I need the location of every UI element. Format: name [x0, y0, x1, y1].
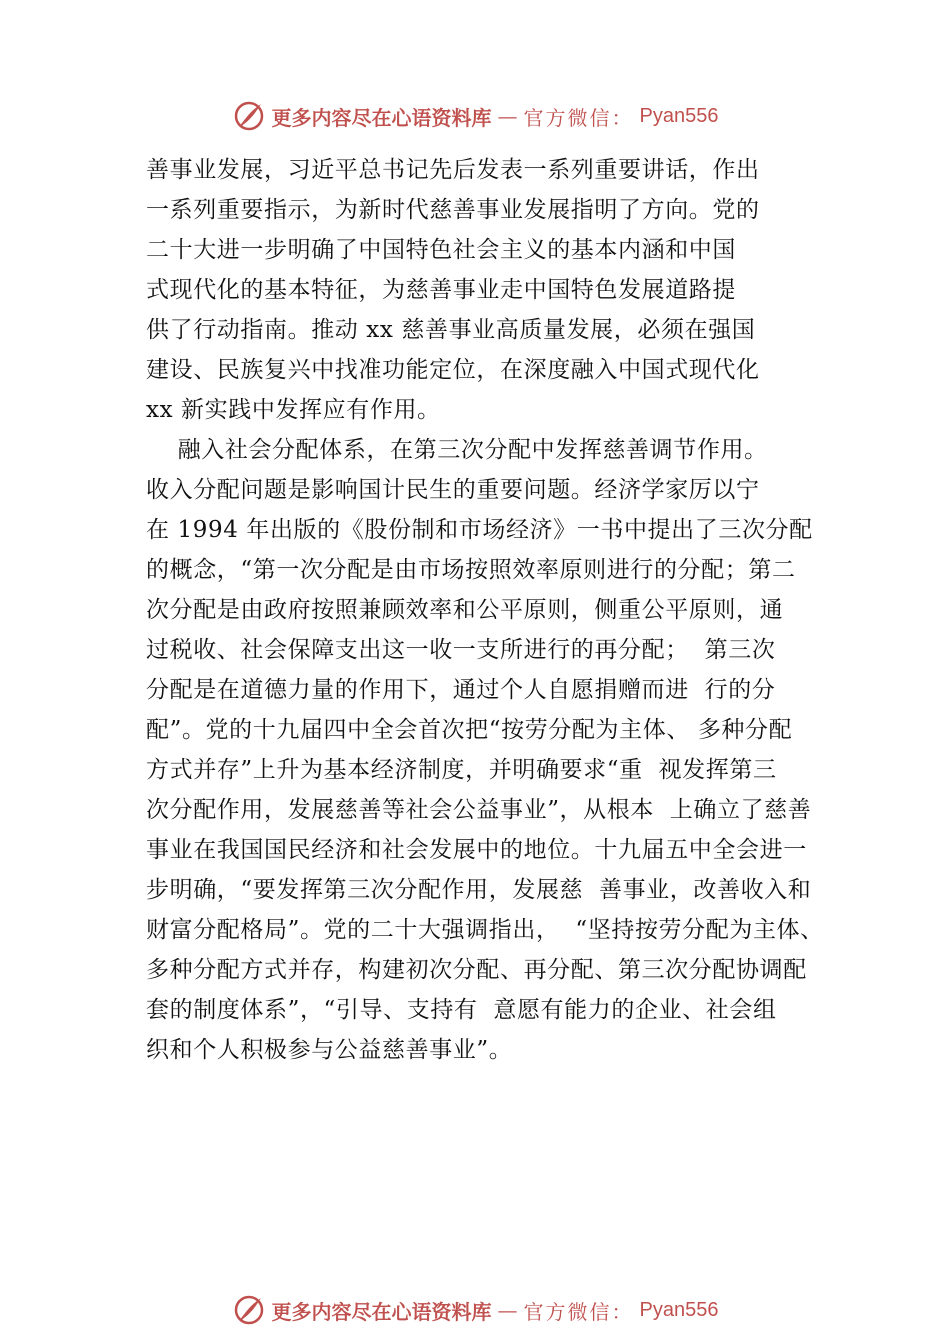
text-line: 分配是在道德力量的作用下，通过个人自愿捐赠而进 行的分 [146, 677, 776, 703]
text-line: 套的制度体系”，“引导、支持有 意愿有能力的企业、社会组 [146, 997, 777, 1023]
text-line: 一系列重要指示，为新时代慈善事业发展指明了方向。党的 [146, 197, 760, 223]
watermark-wechat-id: Pyan556 [639, 104, 719, 127]
text-line: 善事业发展，习近平总书记先后发表一系列重要讲话，作出 [146, 157, 760, 183]
text-line: 的概念，“第一次分配是由市场按照效率原则进行的分配；第二 [146, 557, 796, 583]
text-line: xx 新实践中发挥应有作用。 [146, 397, 441, 423]
document-body [146, 150, 846, 1070]
text-line: 建设、民族复兴中找准功能定位，在深度融入中国式现代化 [146, 357, 760, 383]
text-line: 财富分配格局”。党的二十大强调指出， “坚持按劳分配为主体、 [146, 917, 824, 943]
text-line: 步明确，“要发挥第三次分配作用，发展慈 善事业，改善收入和 [146, 877, 812, 903]
watermark-dash: — [497, 104, 518, 128]
text-line: 多种分配方式并存，构建初次分配、再分配、第三次分配协调配 [146, 957, 807, 983]
text-line: 收入分配问题是影响国计民生的重要问题。经济学家厉以宁 [146, 477, 760, 503]
text-line: 在 1994 年出版的《股份制和市场经济》一书中提出了三次分配 [146, 517, 813, 543]
text-line: 供了行动指南。推动 xx 慈善事业高质量发展，必须在强国 [146, 317, 756, 343]
header-watermark [0, 96, 950, 136]
text-line: 过税收、社会保障支出这一收一支所进行的再分配； 第三次 [146, 637, 776, 663]
text-line: 融入社会分配体系，在第三次分配中发挥慈善调节作用。 [146, 437, 768, 463]
footer-watermark [0, 1290, 950, 1330]
paragraph-1 [146, 150, 846, 430]
feather-pen-logo-icon [232, 99, 266, 133]
text-line: 配”。党的十九届四中全会首次把“按劳分配为主体、 多种分配 [146, 717, 793, 743]
watermark-wechat-id: Pyan556 [639, 1298, 719, 1321]
watermark-brand-text: 更多内容尽在心语资料库 [271, 1299, 492, 1324]
text-line: 式现代化的基本特征，为慈善事业走中国特色发展道路提 [146, 277, 736, 303]
watermark-official-label: 官方微信： [523, 1299, 634, 1324]
text-line: 织和个人积极参与公益慈善事业”。 [146, 1037, 513, 1063]
feather-pen-logo-icon [232, 1293, 266, 1327]
text-line: 事业在我国国民经济和社会发展中的地位。十九届五中全会进一 [146, 837, 807, 863]
watermark-dash: — [497, 1298, 518, 1322]
text-line: 二十大进一步明确了中国特色社会主义的基本内涵和中国 [146, 237, 736, 263]
text-line: 次分配作用，发展慈善等社会公益事业”，从根本 上确立了慈善 [146, 797, 812, 823]
text-line: 次分配是由政府按照兼顾效率和公平原则，侧重公平原则，通 [146, 597, 784, 623]
watermark-official-label: 官方微信： [523, 105, 634, 130]
watermark-brand-text: 更多内容尽在心语资料库 [271, 105, 492, 130]
paragraph-2 [146, 430, 846, 1070]
text-line: 方式并存”上升为基本经济制度，并明确要求“重 视发挥第三 [146, 757, 777, 783]
